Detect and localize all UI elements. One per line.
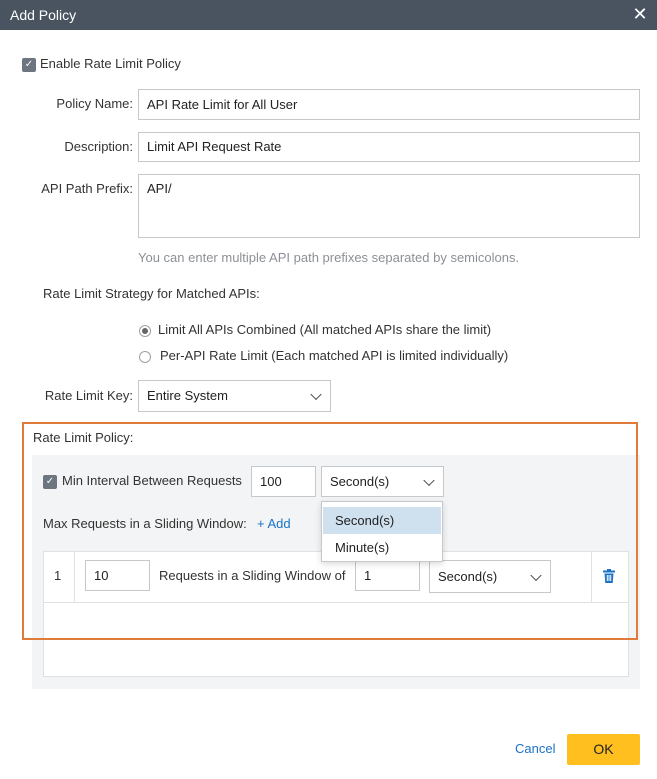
dialog-title: Add Policy [10,7,77,23]
api-path-hint: You can enter multiple API path prefixes separated by semicolons. [138,250,520,265]
strategy-combined-radio[interactable] [139,325,151,337]
rate-key-label: Rate Limit Key: [44,388,133,403]
cancel-button[interactable]: Cancel [515,741,556,756]
api-path-label: API Path Prefix: [41,181,133,196]
description-input[interactable]: Limit API Request Rate [138,132,640,162]
rate-policy-label: Rate Limit Policy: [33,430,134,445]
table-row-index: 1 [54,568,62,583]
sliding-window-text: Requests in a Sliding Window of [159,568,346,583]
enable-policy-label: Enable Rate Limit Policy [40,56,181,71]
min-interval-input[interactable]: 100 [251,466,316,497]
strategy-label: Rate Limit Strategy for Matched APIs: [43,286,260,301]
strategy-per-api-label: Per-API Rate Limit (Each matched API is limited individually) [160,348,509,363]
min-interval-label: Min Interval Between Requests [62,473,242,488]
api-path-textarea[interactable]: API/ [138,174,640,238]
unit-dropdown-menu [321,501,443,562]
window-length-input[interactable]: 1 [355,560,420,591]
window-unit-value: Second(s) [438,569,498,584]
policy-name-input[interactable]: API Rate Limit for All User [138,89,640,120]
close-icon[interactable]: ✕ [632,4,648,24]
strategy-combined-label: Limit All APIs Combined (All matched APIs share the limit) [158,322,492,337]
unit-option-seconds[interactable]: Second(s) [323,507,441,534]
ok-button[interactable]: OK [567,734,640,765]
request-count-input[interactable]: 10 [85,560,150,591]
enable-policy-checkbox[interactable]: ✓ [22,58,36,72]
add-request-window-link[interactable]: + Add [257,516,291,531]
dialog-titlebar [0,0,657,30]
unit-option-minutes[interactable]: Minute(s) [335,540,390,555]
chevron-down-icon [310,389,321,400]
strategy-per-api-radio[interactable] [139,351,151,363]
policy-name-label: Policy Name: [56,96,133,111]
description-label: Description: [64,139,133,154]
rate-key-value: Entire System [147,388,228,403]
min-interval-checkbox[interactable]: ✓ [43,475,57,489]
min-interval-unit-value: Second(s) [330,474,390,489]
max-requests-label: Max Requests in a Sliding Window: [43,516,247,531]
rate-key-select[interactable] [138,380,331,412]
